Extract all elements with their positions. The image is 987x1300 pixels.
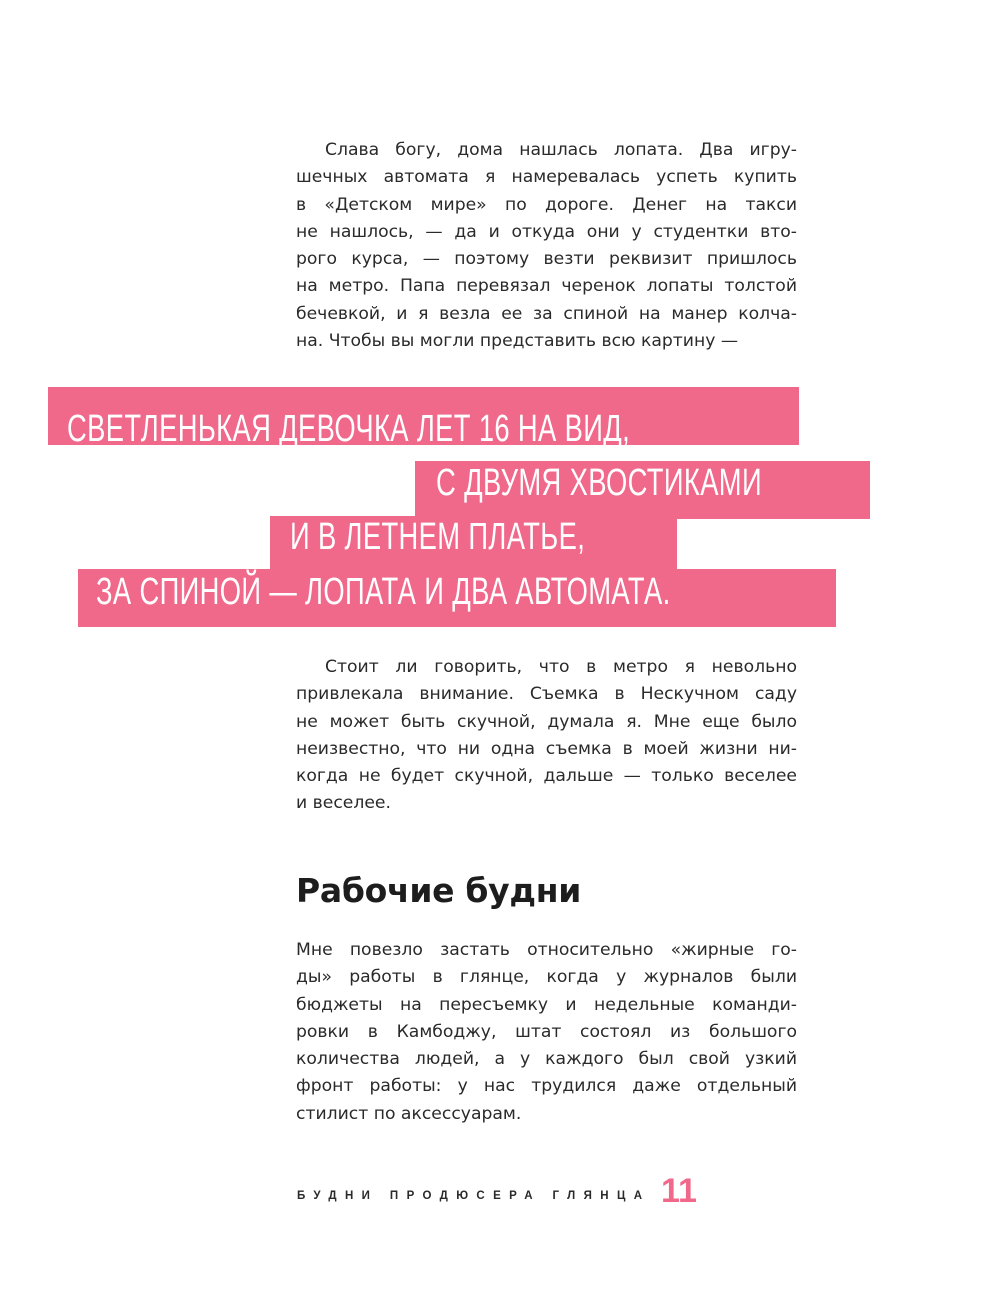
paragraph-line: шечных автомата я намеревалась успеть купить (296, 167, 797, 188)
paragraph-line: стилист по аксессуарам. (296, 1103, 522, 1124)
paragraph-line: ровки в Камбоджу, штат состоял из большого (296, 1021, 797, 1042)
pull-quote-line: И В ЛЕТНЕМ ПЛАТЬЕ, (290, 516, 586, 558)
pull-quote-line: С ДВУМЯ ХВОСТИКАМИ (436, 462, 762, 504)
paragraph-line: бюджеты на пересъемку и недельные команди- (296, 994, 797, 1015)
section-heading: Рабочие будни (296, 871, 582, 910)
pull-quote-line: ЗА СПИНОЙ — ЛОПАТА И ДВА АВТОМАТА. (96, 571, 671, 613)
paragraph-line: рого курса, — поэтому везти реквизит пришлось (296, 249, 797, 270)
pull-quote-line: СВЕТЛЕНЬКАЯ ДЕВОЧКА ЛЕТ 16 НА ВИД, (67, 408, 631, 450)
paragraph-intro (296, 137, 797, 355)
paragraph-line: и веселее. (296, 793, 391, 814)
paragraph-line: на. Чтобы вы могли представить всю картину — (296, 331, 739, 352)
paragraph-metro (296, 654, 797, 818)
running-title: БУДНИ ПРОДЮСЕРА ГЛЯНЦА (297, 1190, 651, 1202)
paragraph-line: не нашлось, — да и откуда они у студентки вто- (296, 221, 797, 242)
paragraph-line: в «Детском мире» по дороге. Денег на такси (296, 194, 797, 215)
paragraph-line: ды» работы в глянце, когда у журналов были (296, 967, 797, 988)
paragraph-line: количества людей, а у каждого был свой узкий (296, 1049, 797, 1070)
page-number: 11 (661, 1172, 697, 1210)
paragraph-glossy-years (296, 937, 797, 1128)
paragraph-line: когда не будет скучной, дальше — только веселее (296, 766, 797, 787)
paragraph-line: Мне повезло застать относительно «жирные го- (296, 940, 797, 960)
paragraph-line: неизвестно, что ни одна съемка в моей жизни ни- (296, 738, 797, 759)
paragraph-line: Слава богу, дома нашлась лопата. Два игру- (325, 140, 797, 160)
paragraph-line: привлекала внимание. Съемка в Нескучном саду (296, 684, 797, 705)
paragraph-line: Стоит ли говорить, что в метро я невольно (325, 657, 797, 677)
paragraph-line: на метро. Папа перевязал черенок лопаты толстой (296, 276, 797, 297)
paragraph-line: фронт работы: у нас трудился даже отдельный (296, 1076, 797, 1097)
paragraph-line: бечевкой, и я везла ее за спиной на манер колча- (296, 303, 797, 324)
paragraph-line: не может быть скучной, думала я. Мне еще было (296, 711, 797, 732)
